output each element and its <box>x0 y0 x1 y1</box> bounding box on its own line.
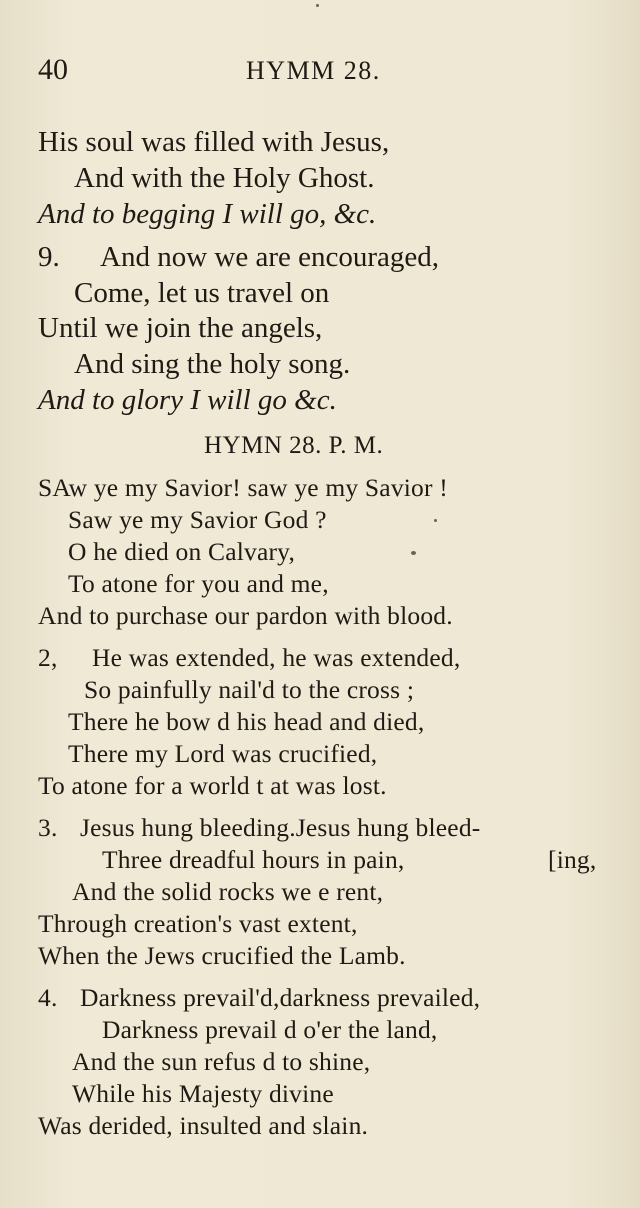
verse-line: There my Lord was crucified, <box>68 739 378 768</box>
verse-line: O he died on Calvary, <box>68 537 296 566</box>
hymn-title: HYMN 28. P. M. <box>204 432 384 459</box>
running-title: HYMM 28. <box>246 56 381 85</box>
refrain-line: And to begging I will go, &c. <box>38 198 377 230</box>
verse-line: And sing the holy song. <box>74 348 351 380</box>
paper-speck <box>434 519 437 522</box>
verse-line: And the solid rocks we e rent, <box>72 877 384 906</box>
verse-number: 4. <box>38 983 58 1012</box>
verse-line: Jesus hung bleeding.Jesus hung bleed- <box>80 813 481 842</box>
verse-line: Come, let us travel on <box>74 277 330 309</box>
verse-line: Saw ye my Savior God ? <box>68 505 327 534</box>
verse-line: When the Jews crucified the Lamb. <box>38 941 406 970</box>
verse-line: To atone for you and me, <box>68 569 329 598</box>
verse-number: 2, <box>38 643 58 672</box>
verse-line: To atone for a world t at was lost. <box>38 771 387 800</box>
verse-number: 3. <box>38 813 58 842</box>
verse-line: And now we are encouraged, <box>100 241 439 273</box>
page-number: 40 <box>38 53 68 86</box>
verse-line: Was derided, insulted and slain. <box>38 1111 369 1140</box>
paper-speck <box>316 4 319 7</box>
verse-line: His soul was filled with Jesus, <box>38 126 390 158</box>
verse-line: While his Majesty divine <box>72 1079 334 1108</box>
paper-speck <box>411 551 416 555</box>
verse-line: SAw ye my Savior! saw ye my Savior ! <box>38 473 448 502</box>
verse-line: So painfully nail'd to the cross ; <box>84 675 415 704</box>
verse-line: And with the Holy Ghost. <box>74 162 375 194</box>
verse-line: And to purchase our pardon with blood. <box>38 601 453 630</box>
verse-number: 9. <box>38 241 60 273</box>
verse-line-turnover: [ing, <box>548 845 597 874</box>
verse-line: Until we join the angels, <box>38 312 323 344</box>
verse-line: Three dreadful hours in pain, <box>102 845 405 874</box>
verse-line: Darkness prevail d o'er the land, <box>102 1015 438 1044</box>
verse-line: And the sun refus d to shine, <box>72 1047 371 1076</box>
verse-line: There he bow d his head and died, <box>68 707 425 736</box>
verse-line: Through creation's vast extent, <box>38 909 358 938</box>
refrain-line: And to glory I will go &c. <box>38 384 337 416</box>
verse-line: Darkness prevail'd,darkness prevailed, <box>80 983 481 1012</box>
verse-line: He was extended, he was extended, <box>92 643 461 672</box>
